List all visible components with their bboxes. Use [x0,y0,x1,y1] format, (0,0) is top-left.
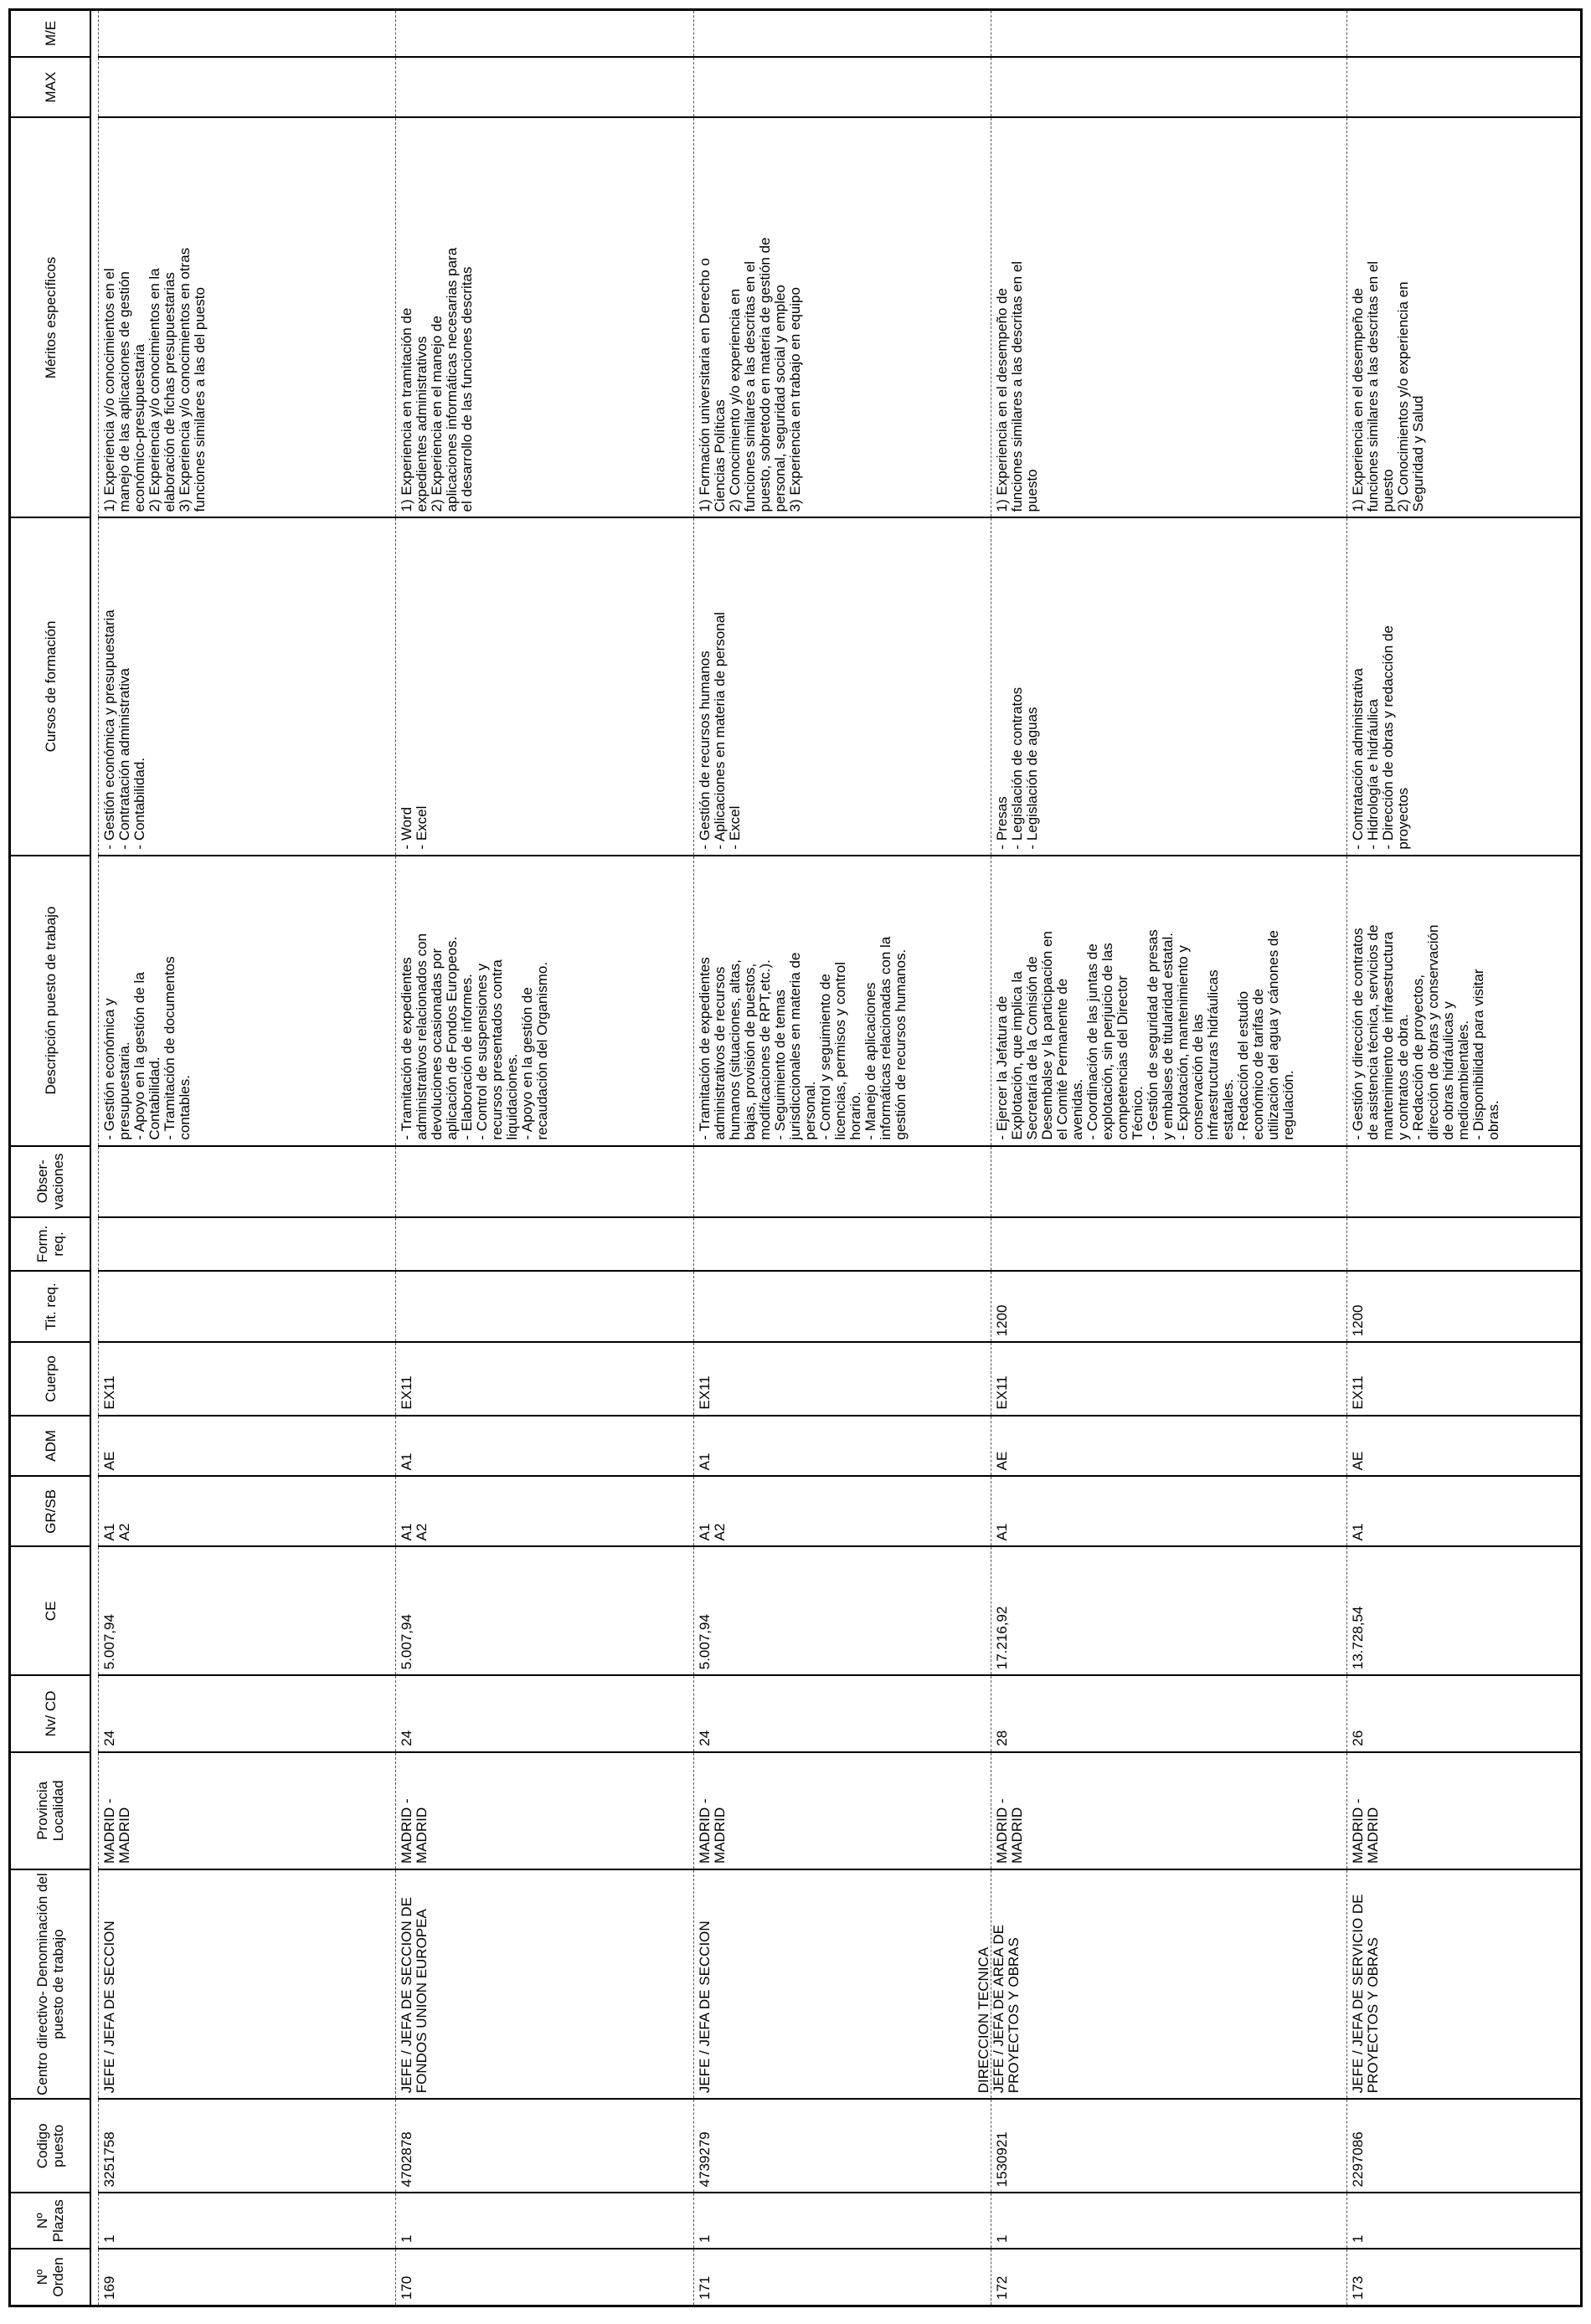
cell-codigo: 1530921 [991,2099,1347,2193]
header-meritos: Méritos específicos [10,118,91,518]
denominacion: JEFE / JEFA DE SECCION DE FONDOS UNION EUROPEA [399,1896,430,2094]
cell-titulacion [396,1271,694,1342]
cell-centro [694,1869,991,2099]
cell-centro [99,1869,396,2099]
cell-me [396,10,694,57]
cell-plazas: 1 [1347,2193,1582,2248]
header-codigo: Codigo puesto [10,2099,91,2193]
cell-titulacion: 1200 [1347,1271,1582,1342]
cell-descripcion: - Ejercer la Jefatura de Explotación, que implica la Secretaría de la Comisión de Desembalse y la participación en el Comité Permanente de avenidas. - Coordinación de las juntas de explotación, sin perjuicio de las competencias del Director Técnico. - Gestión de seguridad de presas y embalses de titularidad estatal. - Explotación, mantenimiento y conservación de las infraestructuras hidráulicas estatales. - Redacción del estudio económico de tarifas de utilización del agua y cánones de regulación. [991,856,1347,1146]
cell-formacion [991,1217,1347,1271]
cell-cursos: - Gestión de recursos humanos - Aplicaciones en materia de personal - Excel [694,517,991,855]
cell-adm: AE [991,1416,1347,1477]
cell-observaciones [694,1146,991,1217]
header-formacion: Form. req. [10,1217,91,1271]
cell-meritos: 1) Experiencia en el desempeño de funciones similares a las descritas en el puesto [991,118,1347,518]
cell-max [991,57,1347,118]
cell-max [1347,57,1582,118]
cell-cursos: - Word - Excel [396,517,694,855]
cell-adm: AE [1347,1416,1582,1477]
cell-codigo: 3251758 [99,2099,396,2193]
cell-plazas: 1 [991,2193,1347,2248]
table-row [99,10,396,2306]
header-adm: ADM [10,1416,91,1477]
cell-centro [976,1869,1347,2099]
cell-max [99,57,396,118]
denominacion: JEFE / JEFA DE SECCION [697,1920,713,2094]
header-me: M/E [10,10,91,57]
cell-meritos: 1) Formación universitaria en Derecho o Ciencias Políticas 2) Conocimiento y/o experiencia en funciones similares a las descritas en el puesto, sobretodo en materia de gestión de personal, seguridad social y empleo 3) Experiencia en trabajo en equipo [694,118,991,518]
table-row [1347,10,1582,2306]
cell-cursos: - Gestión económica y presupuestaria - Contratación administrativa - Contabilidad. [99,517,396,855]
cell-orden: 173 [1347,2249,1582,2306]
header-observaciones: Obser- vaciones [10,1146,91,1217]
header-cuerpo: Cuerpo [10,1342,91,1415]
table-row [991,10,1347,2306]
cell-cuerpo: EX11 [1347,1342,1582,1415]
cell-grupo: A1 [991,1476,1347,1546]
cell-nivel: 28 [991,1675,1347,1751]
cell-me [694,10,991,57]
cell-orden: 170 [396,2249,694,2306]
header-row [10,10,91,2306]
cell-codigo: 2297086 [1347,2099,1582,2193]
denominacion: JEFE / JEFA DE AREA DE PROYECTOS Y OBRAS [991,1925,1022,2094]
cell-grupo: A1 A2 [694,1476,991,1546]
cell-me [1347,10,1582,57]
cell-orden: 169 [99,2249,396,2306]
header-spacer-row [90,10,99,2306]
cell-descripcion: - Tramitación de expedientes administrativos de recursos humanos (situaciones, altas, bajas, provisión de puestos, modificaciones de RPT,etc.). - Seguimiento de temas jurisdiccionales en materia de personal. - Control y seguimiento de licencias, permisos y control horario. - Manejo de aplicaciones informáticas relacionadas con la gestión de recursos humanos. [694,856,991,1146]
cell-meritos: 1) Experiencia y/o conocimientos en el manejo de las aplicaciones de gestión económico-presupuestaria 2) Experiencia y/o conocimientos en la elaboración de fichas presupuestarias 3) Experiencia y/o conocimientos en otras funciones similares a las del puesto [99,118,396,518]
cell-descripcion: - Tramitación de expedientes administrativos relacionados con devoluciones ocasionadas por aplicación de Fondos Europeos. - Elaboración de informes. - Control de suspensiones y recursos presentados contra liquidaciones. - Apoyo en la gestión de recaudación del Organismo. [396,856,694,1146]
cell-ce: 5.007,94 [694,1547,991,1676]
denominacion: JEFE / JEFA DE SERVICIO DE PROYECTOS Y OBRAS [1350,1894,1381,2094]
cell-meritos: 1) Experiencia en el desempeño de funciones similares a las descritas en el puesto 2) Conocimientos y/o experiencia en Seguridad y Salud [1347,118,1582,518]
cell-codigo: 4739279 [694,2099,991,2193]
cell-cuerpo: EX11 [991,1342,1347,1415]
cell-grupo: A1 A2 [396,1476,694,1546]
cell-provincia: MADRID - MADRID [1347,1752,1582,1869]
header-max: MAX [10,57,91,118]
cell-titulacion: 1200 [991,1271,1347,1342]
cell-provincia: MADRID - MADRID [396,1752,694,1869]
header-provincia: Provincia Localidad [10,1752,91,1869]
cell-formacion [396,1217,694,1271]
denominacion: JEFE / JEFA DE SECCION [101,1920,117,2094]
cell-descripcion: - Gestión económica y presupuestaria. - Apoyo en la gestión de la Contabilidad. - Tramitación de documentos contables. [99,856,396,1146]
header-descripcion: Descripción puesto de trabajo [10,856,91,1146]
cell-observaciones [1347,1146,1582,1217]
cell-titulacion [99,1271,396,1342]
cell-nivel: 24 [99,1675,396,1751]
cell-max [396,57,694,118]
cell-me [991,10,1347,57]
cell-formacion [694,1217,991,1271]
table-row [694,10,991,2306]
header-centro: Centro directivo- Denominación del puesto de trabajo [10,1869,91,2099]
cell-plazas: 1 [694,2193,991,2248]
cell-orden: 172 [991,2249,1347,2306]
header-plazas: Nº Plazas [10,2193,91,2248]
header-nivel: Nv/ CD [10,1675,91,1751]
cell-adm: A1 [694,1416,991,1477]
puestos-table [8,8,1583,2307]
cell-formacion [1347,1217,1582,1271]
cell-ce: 17.216,92 [991,1547,1347,1676]
cell-max [694,57,991,118]
cell-adm: A1 [396,1416,694,1477]
table-row [396,10,694,2306]
cell-centro [396,1869,694,2099]
cell-ce: 13.728,54 [1347,1547,1582,1676]
cell-descripcion: - Gestión y dirección de contratos de asistencia técnica, servicios de mantenimiento de infraestructura y contratos de obra. - Redacción de proyectos, dirección de obras y conservación de obras hidráulicas y medioambientales. - Disponibilidad para visitar obras. [1347,856,1582,1146]
cell-nivel: 24 [694,1675,991,1751]
header-cursos: Cursos de formación [10,517,91,855]
cell-formacion [99,1217,396,1271]
cell-cursos: - Presas - Legislación de contratos - Legislación de aguas [991,517,1347,855]
cell-nivel: 26 [1347,1675,1582,1751]
centro-directivo: DIRECCION TECNICA [976,1946,991,2094]
cell-codigo: 4702878 [396,2099,694,2193]
cell-centro [1347,1869,1582,2099]
cell-cursos: - Contratación administrativa - Hidrología e hidráulica - Dirección de obras y redacción de proyectos [1347,517,1582,855]
cell-ce: 5.007,94 [99,1547,396,1676]
cell-ce: 5.007,94 [396,1547,694,1676]
cell-observaciones [991,1146,1347,1217]
cell-observaciones [396,1146,694,1217]
cell-meritos: 1) Experiencia en tramitación de expedientes administrativos 2) Experiencia en el manejo de aplicaciones informáticas necesarias para el desarrollo de las funciones descritas [396,118,694,518]
cell-grupo: A1 [1347,1476,1582,1546]
cell-me [99,10,396,57]
cell-cuerpo: EX11 [694,1342,991,1415]
cell-provincia: MADRID - MADRID [991,1752,1347,1869]
cell-titulacion [694,1271,991,1342]
header-grupo: GR/SB [10,1476,91,1546]
cell-adm: AE [99,1416,396,1477]
cell-cuerpo: EX11 [99,1342,396,1415]
header-titulacion: Tit. req. [10,1271,91,1342]
header-ce: CE [10,1547,91,1676]
cell-grupo: A1 A2 [99,1476,396,1546]
header-orden: Nº Orden [10,2249,91,2306]
cell-cuerpo: EX11 [396,1342,694,1415]
cell-nivel: 24 [396,1675,694,1751]
cell-observaciones [99,1146,396,1217]
cell-orden: 171 [694,2249,991,2306]
cell-plazas: 1 [396,2193,694,2248]
cell-provincia: MADRID - MADRID [694,1752,991,1869]
cell-plazas: 1 [99,2193,396,2248]
cell-provincia: MADRID - MADRID [99,1752,396,1869]
